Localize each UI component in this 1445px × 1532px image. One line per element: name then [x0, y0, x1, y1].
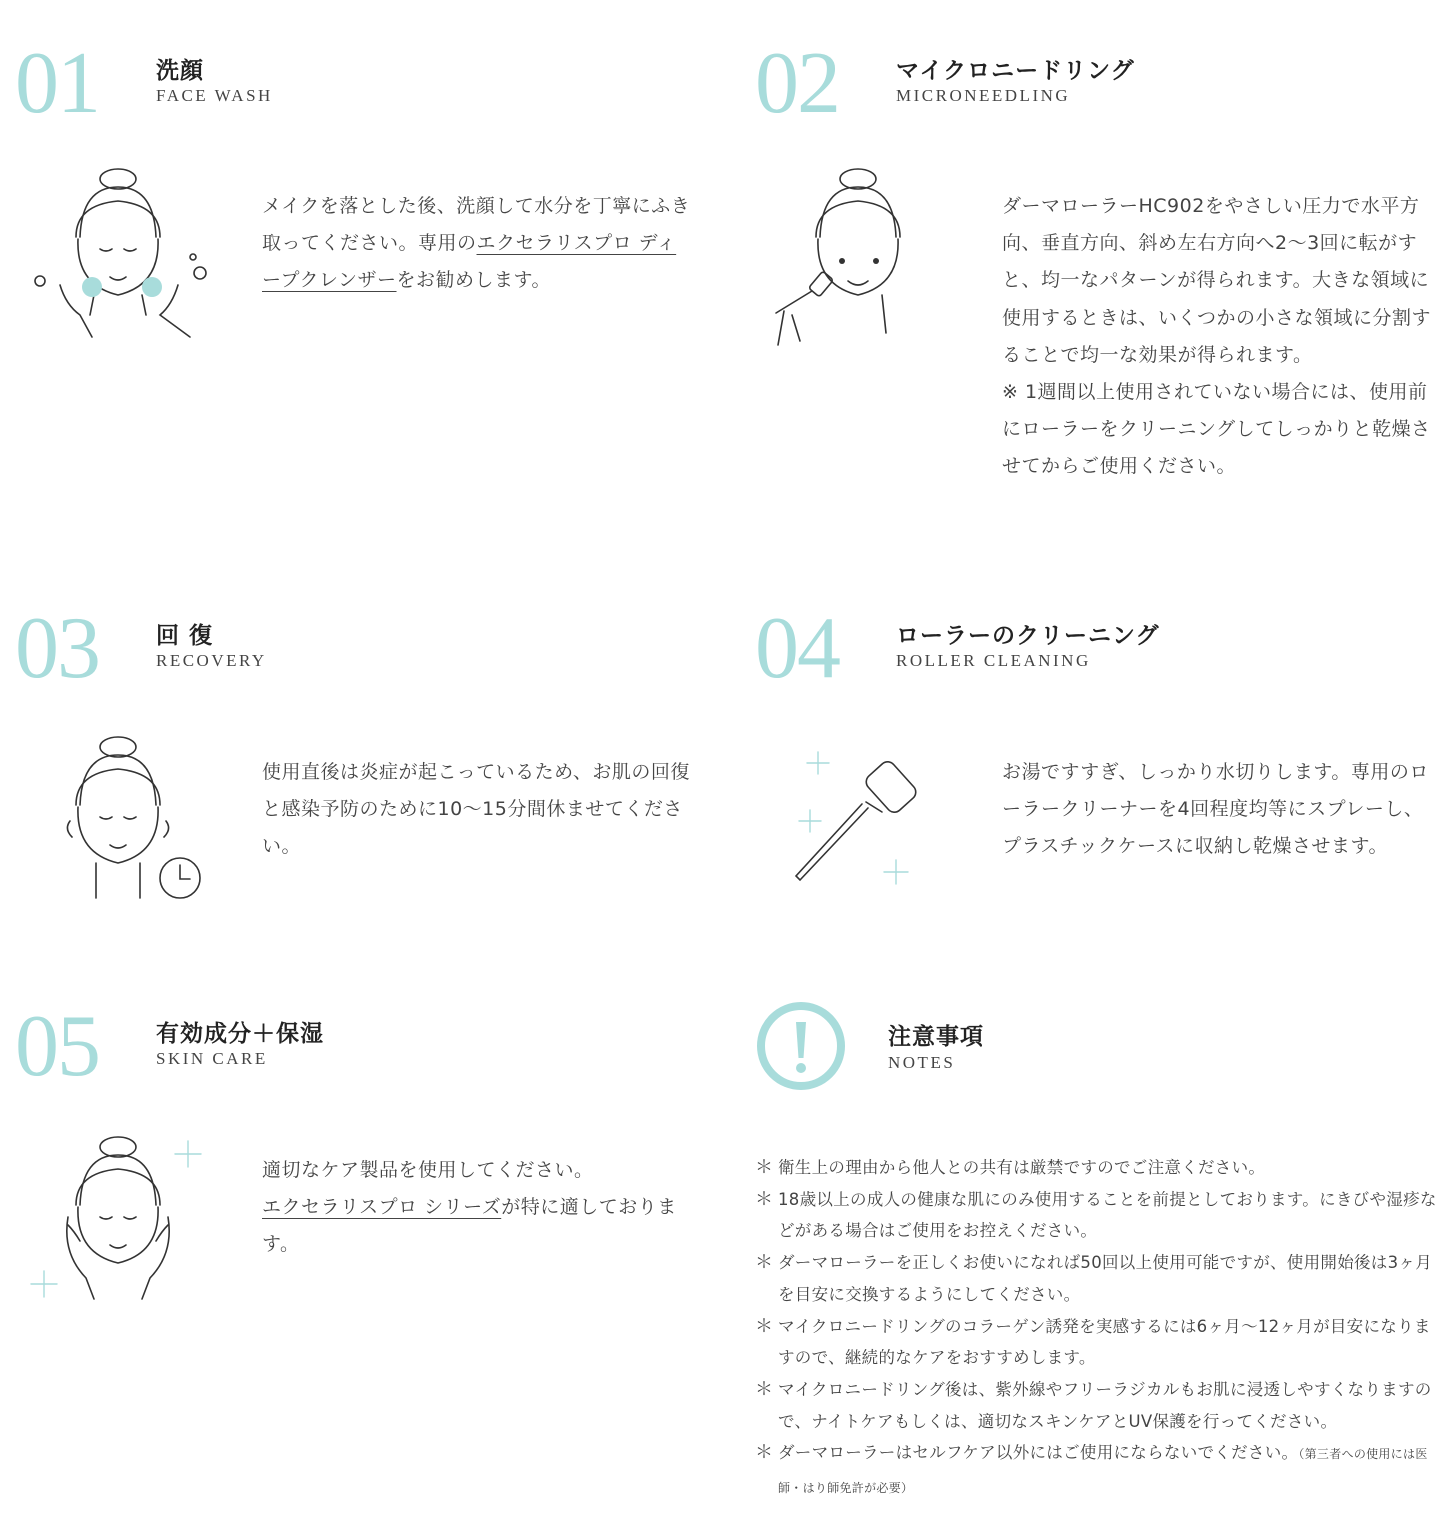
step-title: 洗顔	[156, 58, 204, 84]
step-title: ローラーのクリーニング	[896, 623, 1160, 649]
step-description: メイクを落とした後、洗顔して水分を丁寧にふき取ってください。専用のエクセラリスプロ ディープクレンザーをお勧めします。	[262, 195, 691, 292]
notes-item: ＊ ダーマローラーを正しくお使いになれば50回以上使用可能ですが、使用開始後は3ヶ月を目安に交換するようにしてください。	[755, 1252, 1432, 1304]
step-number: 04	[755, 600, 839, 697]
step-description: ダーマローラーHC902をやさしい圧力で水平方向、垂直方向、斜め左右方向へ2〜3回に転がすと、均一なパターンが得られます。大きな領域に使用するときは、いくつかの小さな領域に分割することで均一な効果が得られます。 ※ 1週間以上使用されていない場合には、使用前にローラーをクリーニングしてしっかりと乾燥させてからご使用ください。	[1002, 188, 1442, 486]
exceralis-series-link[interactable]: エクセラリスプロ シリーズ	[262, 1196, 502, 1219]
step-subtitle: MICRONEEDLING	[896, 86, 1071, 105]
step-subtitle: RECOVERY	[156, 651, 267, 670]
step-number: 05	[15, 998, 99, 1095]
step-recovery	[0, 565, 720, 965]
notes-list	[755, 1152, 1440, 1505]
step-description: お湯ですすぎ、しっかり水切りします。専用のローラークリーナーを4回程度均等にスプレーし、プラスチックケースに収納し乾燥させます。	[1002, 761, 1429, 858]
face-wash-illustration	[30, 165, 210, 345]
step-description: 使用直後は炎症が起こっているため、お肌の回復と感染予防のために10〜15分間休ませてください。	[262, 761, 690, 858]
notes-item: ＊ マイクロニードリング後は、紫外線やフリーラジカルもお肌に浸透しやすくなりますので、ナイトケアもしくは、適切なスキンケアとUV保護を行ってください。	[755, 1378, 1432, 1431]
step-number: 02	[755, 35, 839, 132]
microneedling-illustration	[770, 165, 950, 350]
step-title: マイクロニードリング	[896, 58, 1135, 84]
notes-item: ＊ 衛生上の理由から他人との共有は厳禁ですのでご注意ください。	[755, 1157, 1266, 1178]
step-description: 適切なケア製品を使用してください。 エクセラリスプロ シリーズが特に適しております。	[262, 1159, 677, 1256]
step-subtitle: SKIN CARE	[156, 1049, 268, 1068]
notes-title: 注意事項	[888, 1024, 984, 1050]
step-subtitle: FACE WASH	[156, 86, 273, 105]
notes-item: ＊ マイクロニードリングのコラーゲン誘発を実感するには6ヶ月〜12ヶ月が目安になりますので、継続的なケアをおすすめします。	[755, 1315, 1431, 1368]
recovery-illustration	[30, 733, 210, 908]
step-roller-cleaning	[740, 565, 1445, 965]
skin-care-illustration	[28, 1133, 208, 1303]
deep-cleanser-link[interactable]: エクセラリスプロ ディープクレンザー	[262, 232, 677, 292]
step-title: 回 復	[156, 623, 214, 649]
step-skin-care	[0, 963, 720, 1363]
cleaning-note: ※ 1週間以上使用されていない場合には、使用前にローラーをクリーニングしてしっかりと乾燥させてからご使用ください。	[1002, 381, 1431, 478]
exclamation-circle-icon	[755, 1000, 847, 1092]
notes-subtitle: NOTES	[888, 1053, 956, 1072]
step-title: 有効成分＋保湿	[156, 1021, 324, 1047]
notes-section	[740, 990, 1445, 1090]
notes-item-small: （第三者への使用には医師・はり師免許が必要）	[778, 1447, 1428, 1496]
step-number: 03	[15, 600, 99, 697]
step-number: 01	[15, 35, 99, 132]
step-microneedling	[740, 0, 1445, 560]
notes-item: ＊ 18歳以上の成人の健康な肌にのみ使用することを前提としております。にきびや湿疹などがある場合はご使用をお控えください。	[755, 1188, 1437, 1241]
step-subtitle: ROLLER CLEANING	[896, 651, 1091, 670]
notes-item: ＊ ダーマローラーはセルフケア以外にはご使用にならないでください。（第三者への使用には医師・はり師免許が必要）	[755, 1442, 1428, 1496]
step-face-wash	[0, 0, 720, 560]
roller-cleaning-illustration	[790, 750, 940, 890]
